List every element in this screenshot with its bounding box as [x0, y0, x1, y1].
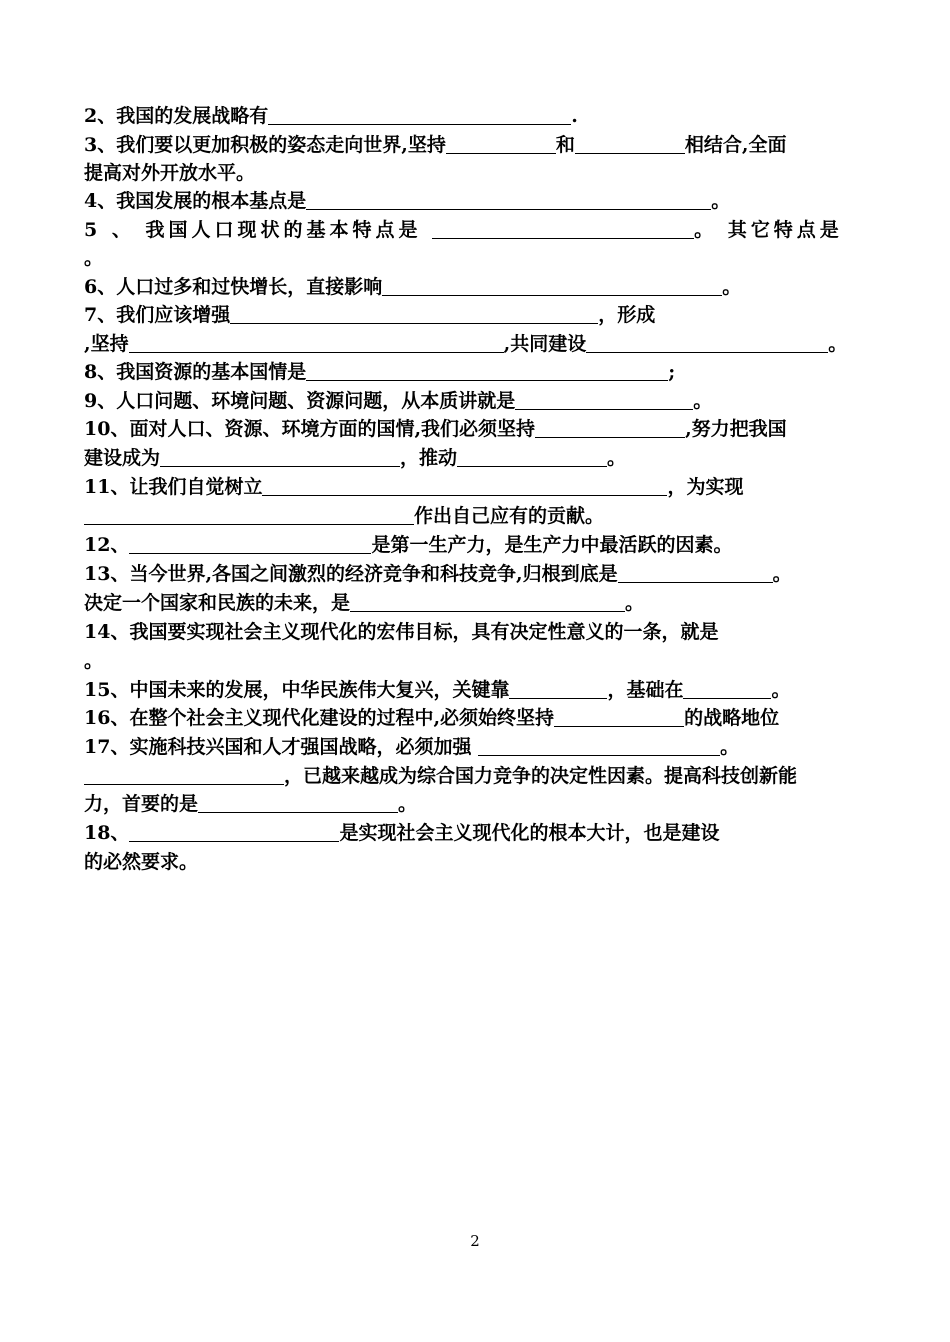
question-q10-line-2	[84, 446, 626, 470]
answer-blank[interactable]	[160, 448, 400, 467]
question-text: 力，首要的是	[84, 793, 199, 815]
question-q5-line-1	[84, 218, 843, 242]
question-q7-line-2	[84, 332, 847, 356]
answer-blank[interactable]	[268, 106, 571, 125]
question-q15-line-1	[84, 678, 790, 702]
question-text: 5 、 我国人口现状的基本特点是	[84, 219, 433, 241]
question-text: 12、	[84, 534, 130, 556]
question-q18-line-2	[84, 850, 198, 874]
question-text: ，形成	[598, 304, 656, 326]
answer-blank[interactable]	[306, 362, 668, 381]
question-text: 是第一生产力，是生产力中最活跃的因素。	[371, 534, 733, 556]
question-text: 6、人口过多和过快增长，直接影响	[84, 276, 383, 298]
question-q3-line-1	[84, 133, 786, 157]
answer-blank[interactable]	[382, 277, 722, 296]
answer-blank[interactable]	[129, 334, 504, 353]
answer-blank[interactable]	[262, 477, 667, 496]
question-q9-line-1	[84, 389, 712, 413]
answer-blank[interactable]	[446, 135, 556, 154]
question-text: 。	[607, 447, 627, 469]
answer-blank[interactable]	[535, 419, 685, 438]
question-text: 提高对外开放水平。	[84, 162, 256, 184]
question-text: 9、人口问题、环境问题、资源问题，从本质讲就是	[84, 390, 516, 412]
question-q13-line-2	[84, 591, 644, 615]
question-q11-line-1	[84, 475, 743, 499]
question-text: 建设成为	[84, 447, 161, 469]
question-text: ,努力把我国	[685, 418, 787, 440]
question-text: 13、当今世界,各国之间激烈的经济竞争和科技竞争,归根到底是	[84, 563, 618, 585]
question-text: 。 其它特点是	[694, 219, 843, 241]
question-text: ,共同建设	[503, 333, 587, 355]
question-text: 和	[555, 134, 575, 156]
question-text: 14、我国要实现社会主义现代化的宏伟目标，具有决定性意义的一条，就是	[84, 621, 719, 643]
question-q11-line-2	[84, 504, 604, 528]
question-q12-line-1	[84, 533, 732, 557]
question-text: .	[571, 105, 578, 127]
question-text: 7、我们应该增强	[84, 304, 231, 326]
question-q10-line-1	[84, 417, 787, 441]
answer-blank[interactable]	[129, 823, 339, 842]
question-text: 。	[398, 793, 418, 815]
question-text: 。	[84, 650, 104, 672]
question-text: 。	[625, 592, 645, 614]
question-q17-line-3	[84, 792, 417, 816]
question-q6-line-1	[84, 275, 741, 299]
question-q16-line-1	[84, 706, 779, 730]
answer-blank[interactable]	[129, 535, 371, 554]
question-text: 。	[828, 333, 848, 355]
question-text: 。	[772, 563, 792, 585]
answer-blank[interactable]	[84, 506, 414, 525]
question-q17-line-2	[84, 764, 797, 788]
question-q14-line-1	[84, 620, 718, 644]
question-text: 2、我国的发展战略有	[84, 105, 269, 127]
question-q3-line-2	[84, 161, 255, 185]
answer-blank[interactable]	[515, 391, 693, 410]
question-q7-line-1	[84, 303, 655, 327]
question-q5-line-2	[84, 246, 103, 270]
question-text: 11、让我们自觉树立	[84, 476, 263, 498]
question-text: 10、面对人口、资源、环境方面的国情,我们必须坚持	[84, 418, 536, 440]
question-text: 18、	[84, 822, 130, 844]
question-text: 。	[720, 736, 740, 758]
question-text: 8、我国资源的基本国情是	[84, 361, 307, 383]
question-text: 4、我国发展的根本基点是	[84, 190, 307, 212]
answer-blank[interactable]	[306, 191, 711, 210]
question-text: 。	[693, 390, 713, 412]
question-text: 15、中国未来的发展，中华民族伟大复兴，关键靠	[84, 679, 510, 701]
question-text: 16、在整个社会主义现代化建设的过程中,必须始终坚持	[84, 707, 555, 729]
question-text: 的战略地位	[684, 707, 780, 729]
answer-blank[interactable]	[478, 737, 720, 756]
question-text: 。	[711, 190, 731, 212]
answer-blank[interactable]	[586, 334, 828, 353]
answer-blank[interactable]	[575, 135, 685, 154]
question-text: ,坚持	[84, 333, 129, 355]
question-text: 。	[84, 247, 104, 269]
answer-blank[interactable]	[618, 564, 773, 583]
question-text: ;	[668, 361, 676, 383]
question-q14-line-2	[84, 649, 103, 673]
question-q17-line-1	[84, 735, 739, 759]
question-text: ，已越来越成为综合国力竞争的决定性因素。提高科技创新能	[284, 765, 798, 787]
question-text: 17、实施科技兴国和人才强国战略，必须加强	[84, 736, 479, 758]
question-q8-line-1	[84, 360, 675, 384]
question-text: ，推动	[400, 447, 458, 469]
answer-blank[interactable]	[84, 766, 284, 785]
question-text: 相结合,全面	[684, 134, 787, 156]
answer-blank[interactable]	[230, 305, 598, 324]
question-text: 决定一个国家和民族的未来，是	[84, 592, 351, 614]
answer-blank[interactable]	[350, 593, 625, 612]
question-text: 。	[771, 679, 791, 701]
question-text: 3、我们要以更加积极的姿态走向世界,坚持	[84, 134, 446, 156]
answer-blank[interactable]	[432, 220, 694, 239]
page-number: 2	[470, 1232, 480, 1250]
question-text: 是实现社会主义现代化的根本大计，也是建设	[339, 822, 720, 844]
question-q13-line-1	[84, 562, 792, 586]
question-q18-line-1	[84, 821, 719, 845]
question-text: 作出自己应有的贡献。	[414, 505, 605, 527]
question-text: ，基础在	[607, 679, 684, 701]
question-text: 的必然要求。	[84, 851, 199, 873]
answer-blank[interactable]	[683, 680, 771, 699]
question-q4-line-1	[84, 189, 730, 213]
question-q2-line-1	[84, 104, 578, 128]
answer-blank[interactable]	[554, 708, 684, 727]
question-text: 。	[722, 276, 742, 298]
answer-blank[interactable]	[509, 680, 607, 699]
question-text: ，为实现	[667, 476, 744, 498]
answer-blank[interactable]	[198, 794, 398, 813]
answer-blank[interactable]	[457, 448, 607, 467]
